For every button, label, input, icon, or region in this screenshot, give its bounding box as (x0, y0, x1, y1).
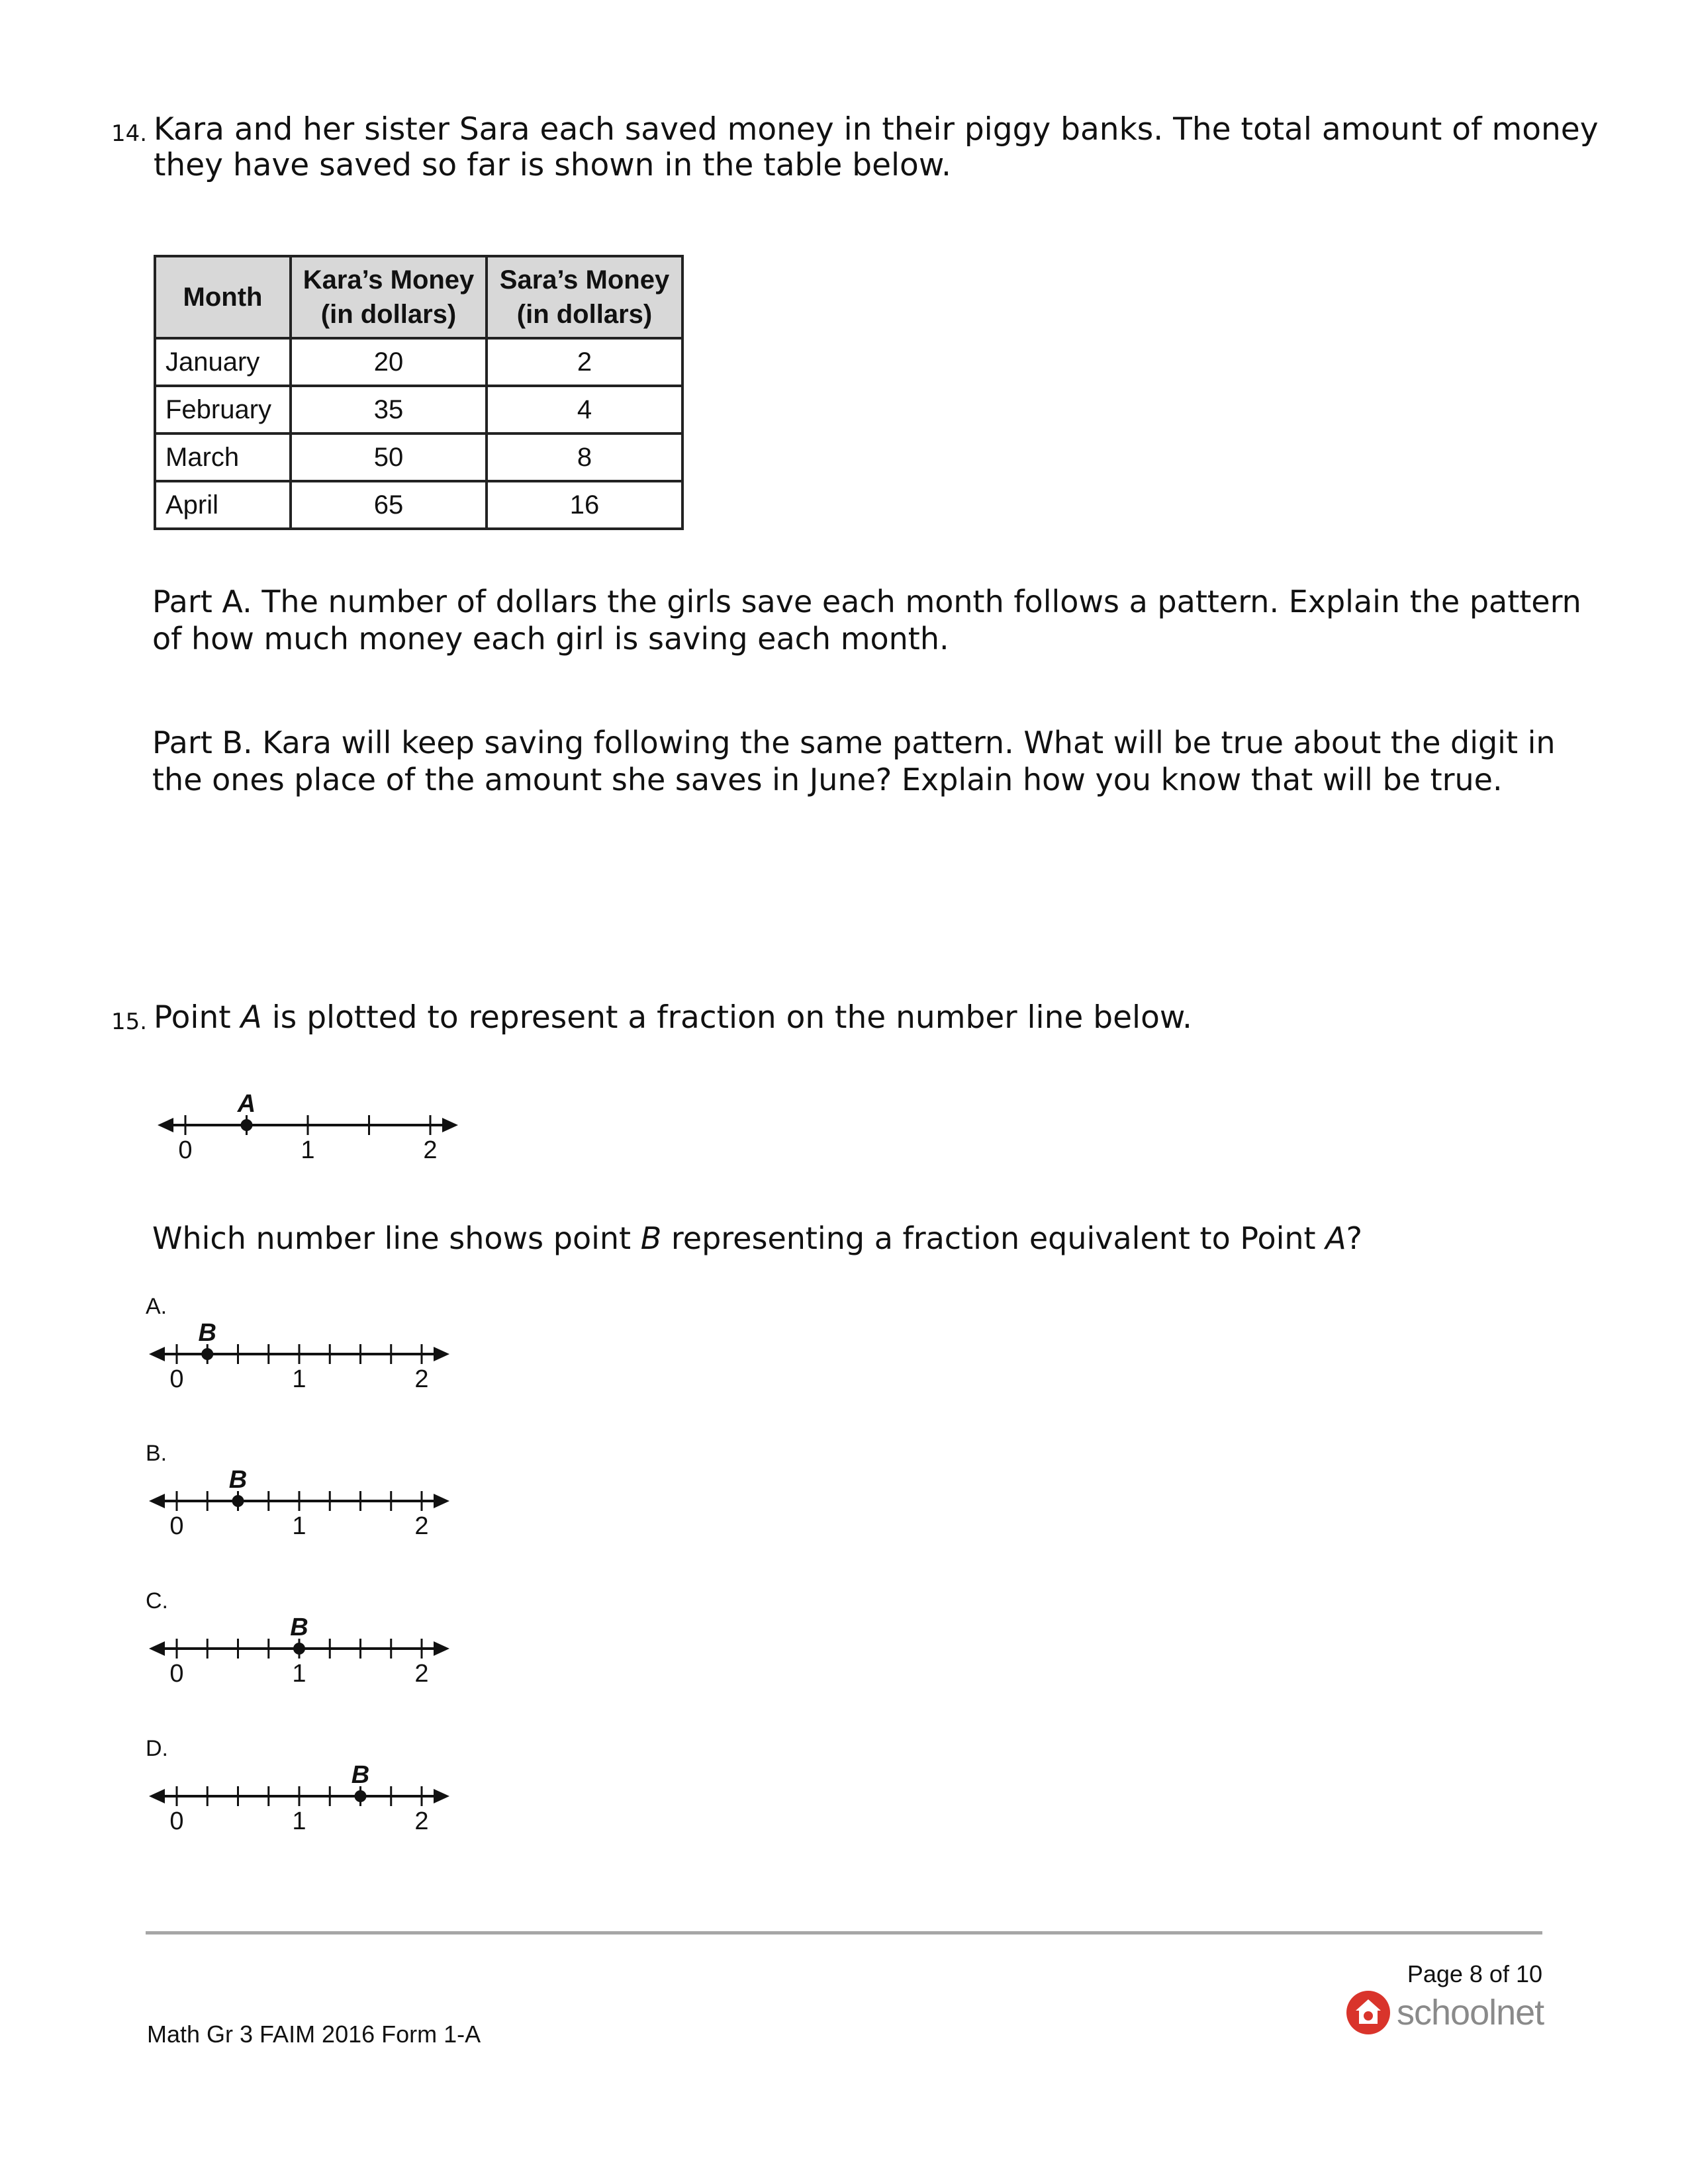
table-row (155, 386, 682, 433)
right-arrow-icon (442, 1118, 458, 1132)
tick-label: 0 (169, 1512, 184, 1540)
part-a-line2: of how much money each girl is saving each month. (152, 621, 949, 657)
q14-text-line1: Kara and her sister Sara each saved money in their piggy banks. The total amount of money (154, 111, 1599, 148)
tick-label: 2 (414, 1807, 429, 1835)
plotted-point (201, 1348, 213, 1360)
plotted-point (241, 1119, 253, 1131)
q15-question-ref: A (1325, 1220, 1346, 1256)
tick-label: 2 (414, 1365, 429, 1393)
kara-cell: 65 (291, 481, 487, 529)
savings-table (154, 255, 684, 530)
point-label: A (237, 1090, 256, 1118)
header-sara-line1: Sara’s Money (499, 265, 670, 295)
q15-question-mid: representing a fraction equivalent to Point (661, 1220, 1326, 1256)
table-row (155, 338, 682, 386)
sara-cell: 16 (487, 481, 682, 529)
q15-question (152, 1220, 1362, 1257)
table-row (155, 433, 682, 481)
left-arrow-icon (158, 1118, 173, 1132)
q15-question-point: B (640, 1220, 662, 1256)
header-kara-line2: (in dollars) (320, 300, 457, 329)
q15-question-post: ? (1346, 1220, 1363, 1256)
schoolnet-logo (1345, 1989, 1544, 2036)
plotted-point (355, 1790, 367, 1802)
q15-text (154, 999, 1192, 1036)
q15-question-pre: Which number line shows point (152, 1220, 641, 1256)
left-arrow-icon (149, 1789, 165, 1803)
left-arrow-icon (149, 1347, 165, 1361)
option-a-number-line[interactable] (132, 1317, 477, 1403)
right-arrow-icon (434, 1641, 449, 1656)
header-kara (291, 256, 487, 338)
month-cell: February (155, 386, 291, 433)
option-b-letter[interactable]: B. (146, 1441, 167, 1466)
option-c-number-line[interactable] (132, 1612, 477, 1698)
page-indicator: Page 8 of 10 (1407, 1960, 1542, 1987)
point-label: B (351, 1761, 370, 1789)
month-cell: April (155, 481, 291, 529)
plotted-point (293, 1643, 305, 1655)
header-month (155, 256, 291, 338)
month-cell: March (155, 433, 291, 481)
tick-label: 0 (178, 1136, 193, 1164)
q14-number: 14. (111, 120, 148, 147)
kara-cell: 50 (291, 433, 487, 481)
tick-label: 1 (292, 1807, 306, 1835)
point-label: B (290, 1614, 308, 1641)
option-d-letter[interactable]: D. (146, 1736, 168, 1761)
header-kara-line1: Kara’s Money (303, 265, 475, 295)
tick-label: 0 (169, 1807, 184, 1835)
right-arrow-icon (434, 1494, 449, 1508)
left-arrow-icon (149, 1641, 165, 1656)
tick-label: 1 (301, 1136, 315, 1164)
option-d-number-line[interactable] (132, 1759, 477, 1845)
right-arrow-icon (434, 1347, 449, 1361)
q15-text-post: is plotted to represent a fraction on the number line below. (261, 999, 1192, 1036)
q15-text-point: A (240, 999, 262, 1036)
header-sara-line2: (in dollars) (516, 300, 653, 329)
header-sara (487, 256, 682, 338)
tick-label: 1 (292, 1365, 306, 1393)
tick-label: 2 (414, 1512, 429, 1540)
option-c-letter[interactable]: C. (146, 1588, 168, 1614)
option-a-letter[interactable]: A. (146, 1294, 167, 1319)
part-a-line1: Part A. The number of dollars the girls save each month follows a pattern. Explain the pattern (152, 584, 1581, 619)
month-cell: January (155, 338, 291, 386)
table-header-row (155, 256, 682, 338)
q14-text-line2: they have saved so far is shown in the table below. (154, 147, 951, 183)
q15-text-pre: Point (154, 999, 241, 1036)
schoolnet-house-icon (1345, 1989, 1391, 2036)
tick-label: 2 (414, 1660, 429, 1688)
tick-label: 2 (423, 1136, 438, 1164)
plotted-point (232, 1495, 244, 1507)
sara-cell: 8 (487, 433, 682, 481)
option-b-number-line[interactable] (132, 1464, 477, 1550)
kara-cell: 35 (291, 386, 487, 433)
right-arrow-icon (434, 1789, 449, 1803)
sara-cell: 2 (487, 338, 682, 386)
part-b-line1: Part B. Kara will keep saving following the same pattern. What will be true about the digit in (152, 725, 1556, 760)
number-line-main (132, 1079, 503, 1178)
tick-label: 0 (169, 1660, 184, 1688)
point-label: B (198, 1319, 216, 1347)
q15-number: 15. (111, 1009, 148, 1035)
schoolnet-wordmark: schoolnet (1397, 1993, 1544, 2032)
form-name: Math Gr 3 FAIM 2016 Form 1-A (147, 2021, 481, 2048)
tick-label: 0 (169, 1365, 184, 1393)
part-b-line2: the ones place of the amount she saves in June? Explain how you know that will be true. (152, 762, 1503, 797)
left-arrow-icon (149, 1494, 165, 1508)
header-month-label: Month (183, 283, 263, 312)
footer-divider (146, 1931, 1542, 1934)
table-row (155, 481, 682, 529)
sara-cell: 4 (487, 386, 682, 433)
tick-label: 1 (292, 1512, 306, 1540)
point-label: B (228, 1466, 248, 1494)
kara-cell: 20 (291, 338, 487, 386)
tick-label: 1 (292, 1660, 306, 1688)
